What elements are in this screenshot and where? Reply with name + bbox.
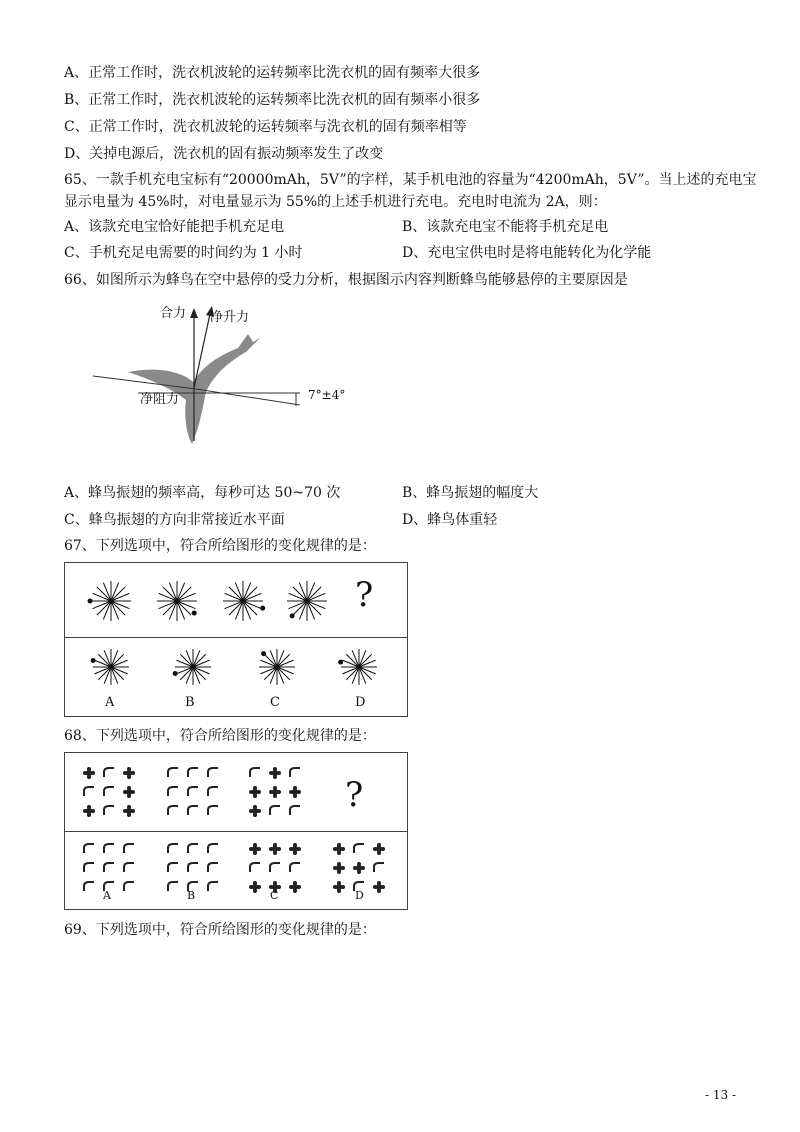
q68-option-c-cell-4 — [250, 863, 260, 872]
q68-top-2-cell-3 — [208, 768, 218, 777]
q64-option-a: A、正常工作时，洗衣机波轮的运转频率比洗衣机的固有频率大很多 — [64, 65, 481, 81]
q68-option-a-cell-9 — [124, 882, 134, 891]
q67-star-option-1 — [91, 649, 129, 685]
q68-top-3-cell-4 — [249, 786, 261, 798]
q68-top-3-cell-8 — [270, 806, 280, 815]
q68-choice-b: B — [187, 889, 196, 902]
q68-option-a-cell-4 — [84, 863, 94, 872]
q68-choice-a: A — [103, 889, 111, 902]
q67-star-option-2 — [173, 649, 211, 685]
q66-option-c: C、蜂鸟振翅的方向非常接近水平面 — [64, 512, 285, 528]
q68-option-d-cell-6 — [374, 863, 384, 872]
q68-top-2-cell-5 — [188, 787, 198, 796]
q68-top-3-cell-5 — [269, 786, 281, 798]
q65-option-b: B、该款充电宝不能将手机充足电 — [402, 219, 609, 235]
q68-choice-c: C — [270, 889, 279, 902]
q68-option-c-cell-6 — [290, 863, 300, 872]
q68-option-c-cell-9 — [289, 881, 301, 893]
q64-option-b: B、正常工作时，洗衣机波轮的运转频率比洗衣机的固有频率小很多 — [64, 92, 481, 108]
q68-option-a-cell-5 — [104, 863, 114, 872]
q68-option-b-cell-9 — [208, 882, 218, 891]
q68-option-d-cell-4 — [333, 862, 345, 874]
q68-option-b-cell-7 — [168, 882, 178, 891]
q67-choice-b: B — [185, 695, 195, 710]
q68-option-d-cell-3 — [373, 843, 385, 855]
q68-option-c-cell-5 — [270, 863, 280, 872]
q65-option-a: A、该款充电宝恰好能把手机充足电 — [64, 219, 285, 235]
q65-stem-line1: 65、一款手机充电宝标有“20000mAh，5V”的字样，某手机电池的容量为“4200mAh，5V”。当上述的充电宝 — [64, 172, 757, 188]
q68-top-2-cell-7 — [168, 806, 178, 815]
q67-star-top-2 — [157, 581, 197, 621]
q67-figure-box — [64, 562, 408, 717]
q68-option-a-cell-6 — [124, 863, 134, 872]
q66-option-b: B、蜂鸟振翅的幅度大 — [402, 485, 539, 501]
q67-stem: 67、下列选项中，符合所给图形的变化规律的是： — [64, 538, 376, 554]
q66-option-d: D、蜂鸟体重轻 — [402, 512, 498, 528]
q68-option-c-cell-7 — [249, 881, 261, 893]
q68-option-b-cell-5 — [188, 863, 198, 872]
q68-top-3-cell-1 — [250, 768, 260, 777]
q67-choice-a: A — [105, 695, 115, 710]
q67-star-option-3 — [259, 649, 295, 685]
q68-question-mark: ? — [345, 775, 364, 815]
q68-option-c-cell-2 — [269, 843, 281, 855]
q67-choice-d: D — [355, 695, 366, 710]
q65-option-c: C、手机充足电需要的时间约为 1 小时 — [64, 245, 303, 261]
q69-stem: 69、下列选项中，符合所给图形的变化规律的是： — [64, 922, 376, 938]
q68-option-b-cell-4 — [168, 863, 178, 872]
label-net-lift: 净升力 — [210, 310, 250, 325]
q68-top-3-cell-3 — [290, 768, 300, 777]
q68-top-1-cell-7 — [83, 805, 95, 817]
q68-option-b-cell-1 — [168, 844, 178, 853]
q68-option-c-cell-3 — [289, 843, 301, 855]
q68-top-1-cell-5 — [104, 787, 114, 796]
q68-top-3-cell-9 — [290, 806, 300, 815]
label-resultant-force: 合力 — [160, 306, 187, 321]
q68-top-1-cell-1 — [83, 767, 95, 779]
q67-choice-c: C — [270, 695, 280, 710]
label-angle: 7°±4° — [308, 388, 346, 402]
q68-option-a-cell-7 — [84, 882, 94, 891]
q68-figure-box — [64, 752, 408, 910]
q68-option-b-cell-2 — [188, 844, 198, 853]
q66-stem: 66、如图所示为蜂鸟在空中悬停的受力分析，根据图示内容判断蜂鸟能够悬停的主要原因是 — [64, 272, 628, 288]
q68-option-d-cell-7 — [333, 881, 345, 893]
q68-choice-d: D — [355, 889, 364, 902]
q68-top-2-cell-2 — [188, 768, 198, 777]
q68-option-a-cell-3 — [124, 844, 134, 853]
label-net-drag: 净阻力 — [140, 392, 180, 407]
q65-option-d: D、充电宝供电时是将电能转化为化学能 — [402, 245, 652, 261]
q67-star-top-3 — [223, 581, 265, 621]
q68-option-a-cell-2 — [104, 844, 114, 853]
q68-top-2-cell-9 — [208, 806, 218, 815]
q68-top-2-cell-4 — [168, 787, 178, 796]
q67-star-option-4 — [338, 649, 377, 685]
q67-star-top-1 — [88, 581, 132, 621]
q68-top-3-cell-2 — [269, 767, 281, 779]
q68-option-d-cell-2 — [354, 844, 364, 853]
q68-top-2-cell-1 — [168, 768, 178, 777]
q68-option-d-cell-9 — [373, 881, 385, 893]
q68-top-2-cell-8 — [188, 806, 198, 815]
q67-star-top-4 — [287, 581, 327, 621]
q68-top-3-cell-7 — [249, 805, 261, 817]
q68-top-1-cell-8 — [104, 806, 114, 815]
q68-option-c-cell-1 — [249, 843, 261, 855]
hummingbird-force-diagram — [88, 296, 358, 456]
q68-option-d-cell-1 — [333, 843, 345, 855]
q68-top-1-cell-4 — [84, 787, 94, 796]
q68-top-1-cell-2 — [104, 768, 114, 777]
q68-stem: 68、下列选项中，符合所给图形的变化规律的是： — [64, 728, 376, 744]
q68-option-d-cell-5 — [353, 862, 365, 874]
page-number: - 13 - — [704, 1088, 736, 1102]
q65-stem-line2: 显示电量为 45%时，对电量显示为 55%的上述手机进行充电。充电时电流为 2A，则： — [64, 194, 607, 210]
q64-option-c: C、正常工作时，洗衣机波轮的运转频率与洗衣机的固有频率相等 — [64, 119, 467, 135]
q68-top-1-cell-6 — [123, 786, 135, 798]
q68-option-b-cell-3 — [208, 844, 218, 853]
q67-question-mark: ? — [355, 575, 374, 615]
q68-option-a-cell-1 — [84, 844, 94, 853]
q68-top-2-cell-6 — [208, 787, 218, 796]
q68-top-3-cell-6 — [289, 786, 301, 798]
q64-option-d: D、关掉电源后，洗衣机的固有振动频率发生了改变 — [64, 146, 384, 162]
q68-top-1-cell-9 — [123, 805, 135, 817]
q68-option-b-cell-6 — [208, 863, 218, 872]
q68-top-1-cell-3 — [123, 767, 135, 779]
q66-option-a: A、蜂鸟振翅的频率高，每秒可达 50~70 次 — [64, 485, 341, 501]
